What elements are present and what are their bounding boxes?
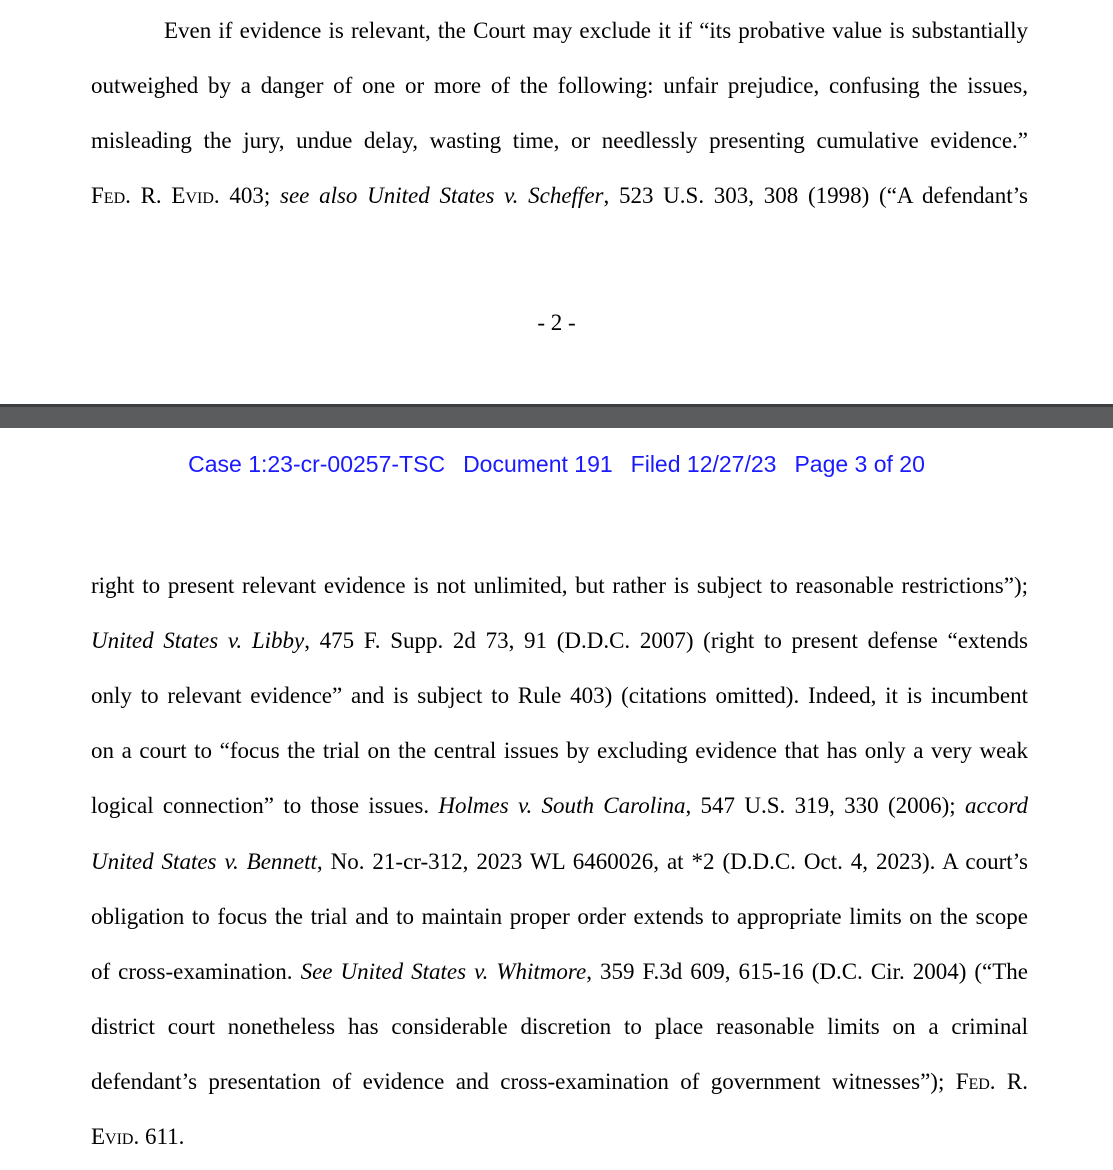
text-run: , 475 F. Supp. 2d 73, 91 (D.D.C. 2007) (right to present defense “extends [304,628,1028,653]
text-run: misleading the jury, undue delay, wasting time, or needlessly presenting cumulative evidence.” [91,128,1028,153]
citation-small-caps: Fed. R. [955,1069,1028,1094]
case-header [0,449,1113,479]
page-2 [0,0,1113,404]
filed-date: Filed 12/27/23 [630,451,777,477]
text-run: right to present relevant evidence is not unlimited, but rather is subject to reasonable restrictions”); [91,573,1028,598]
text-run: 403; [219,183,280,208]
text-line [91,126,1028,156]
text-run: , 547 U.S. 319, 330 (2006); [685,793,965,818]
citation-small-caps: Evid. [91,1124,140,1149]
page-separator [0,404,1113,428]
text-run: , 359 F.3d 609, 615-16 (D.C. Cir. 2004) (“The [586,959,1029,984]
text-line [164,16,1028,46]
text-line [91,71,1028,101]
text-run: district court nonetheless has considerable discretion to place reasonable limits on a criminal [91,1014,1028,1039]
text-run: , No. 21-cr-312, 2023 WL 6460026, at *2 (D.D.C. Oct. 4, 2023). A court’s [316,849,1028,874]
page-number: - 2 - [537,310,576,335]
citation-italic: Holmes v. South Carolina [438,793,686,818]
citation-italic: accord [964,793,1028,818]
citation-italic: United States v. Libby [91,628,305,653]
text-run: Even if evidence is relevant, the Court may exclude it if “its probative value is substantially [164,18,1028,43]
case-number: Case 1:23-cr-00257-TSC [188,451,446,477]
citation-italic: United States v. Bennett [91,849,317,874]
text-run: only to relevant evidence” and is subject to Rule 403) (citations omitted). Indeed, it is incumbent [91,683,1028,708]
text-run: on a court to “focus the trial on the central issues by excluding evidence that has only a very weak [91,738,1028,763]
text-run: , 523 U.S. 303, 308 (1998) (“A defendant’s [603,183,1029,208]
page-count: Page 3 of 20 [794,451,925,477]
text-run: 611. [139,1124,185,1149]
text-line [91,571,1028,601]
text-line [91,1012,1028,1042]
text-line [91,736,1028,766]
text-line [91,957,1028,987]
text-line [91,181,1028,211]
text-line [91,847,1028,877]
citation-italic: see also United States v. Scheffer [280,183,604,208]
text-line [91,626,1028,656]
text-run: outweighed by a danger of one or more of the following: unfair prejudice, confusing the issues, [91,73,1028,98]
page-separator-shadow [0,404,1113,407]
text-line [91,902,1028,932]
text-run: logical connection” to those issues. [91,793,439,818]
text-run: defendant’s presentation of evidence and cross-examination of government witnesses”); [91,1069,956,1094]
text-line [91,1122,1028,1152]
text-line [91,681,1028,711]
text-run: obligation to focus the trial and to maintain proper order extends to appropriate limits on the scope [91,904,1028,929]
text-line [91,1067,1028,1097]
text-run: of cross-examination. [91,959,301,984]
citation-italic: See United States v. Whitmore [300,959,587,984]
citation-small-caps: Fed. R. Evid. [91,183,220,208]
text-line [91,791,1028,821]
document-number: Document 191 [463,451,613,477]
